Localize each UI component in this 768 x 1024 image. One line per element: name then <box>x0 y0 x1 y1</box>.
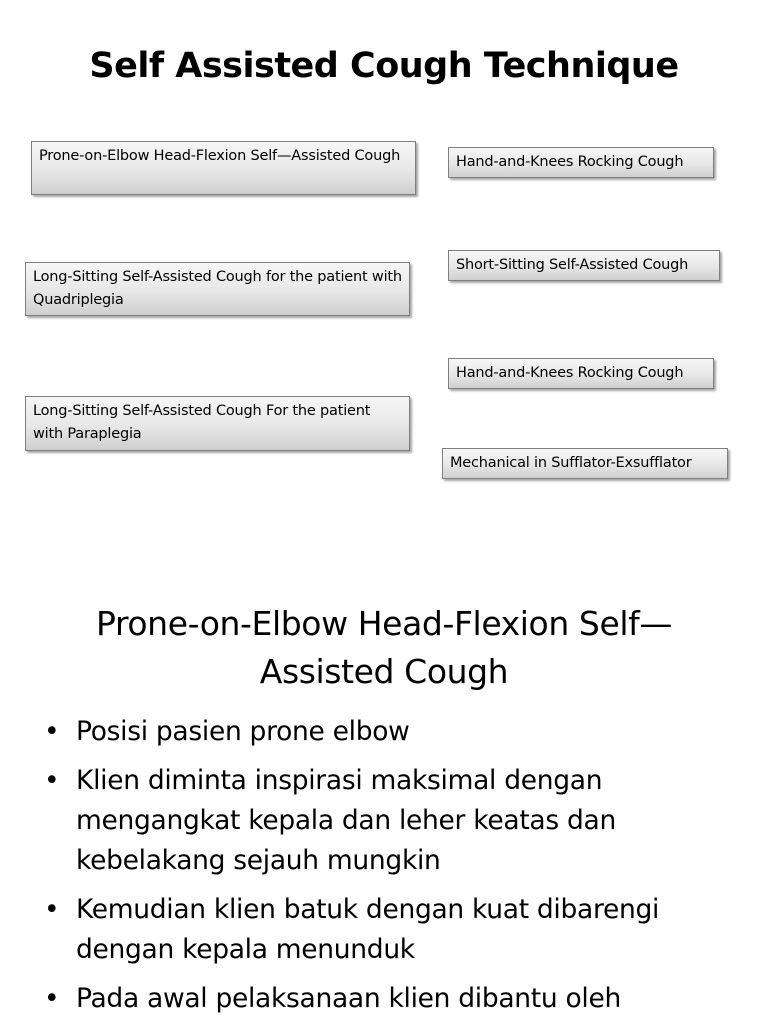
bullet-item <box>44 761 744 881</box>
bullet-item <box>44 890 744 970</box>
technique-box-short-sitting: Short-Sitting Self-Assisted Cough <box>448 250 720 281</box>
bullet-text: Klien diminta inspirasi maksimal dengan mengangkat kepala dan leher keatas dan kebelakang sejauh mungkin <box>76 765 616 876</box>
technique-box-hand-knees-rocking-2: Hand-and-Knees Rocking Cough <box>448 358 714 389</box>
bullet-text: Kemudian klien batuk dengan kuat dibarengi dengan kepala menunduk <box>76 894 660 965</box>
bullet-item <box>44 979 744 1019</box>
technique-box-hand-knees-rocking-1: Hand-and-Knees Rocking Cough <box>448 147 714 178</box>
bullet-dot-icon: • <box>44 894 60 925</box>
bullet-text: Posisi pasien prone elbow <box>76 716 410 747</box>
slide-2 <box>0 576 768 1024</box>
bullet-dot-icon: • <box>44 716 60 747</box>
bullet-dot-icon: • <box>44 983 60 1014</box>
slide-2-title-line-1: Prone-on-Elbow Head-Flexion Self— <box>96 604 672 643</box>
bullet-text: Pada awal pelaksanaan klien dibantu oleh <box>76 983 621 1014</box>
technique-box-prone-on-elbow: Prone-on-Elbow Head-Flexion Self—Assisted Cough <box>31 141 416 195</box>
technique-box-long-sitting-quadriplegia: Long-Sitting Self-Assisted Cough for the patient with Quadriplegia <box>25 262 410 316</box>
technique-box-mechanical-insufflator: Mechanical in Sufflator-Exsufflator <box>442 448 728 479</box>
bullet-item <box>44 712 744 752</box>
bullet-dot-icon: • <box>44 765 60 796</box>
bullet-list <box>44 712 744 1024</box>
slide-1-title: Self Assisted Cough Technique <box>89 46 679 86</box>
slide-2-title-line-2: Assisted Cough <box>259 652 509 691</box>
slide-2-title <box>0 600 768 696</box>
technique-box-long-sitting-paraplegia: Long-Sitting Self-Assisted Cough For the patient with Paraplegia <box>25 396 410 451</box>
